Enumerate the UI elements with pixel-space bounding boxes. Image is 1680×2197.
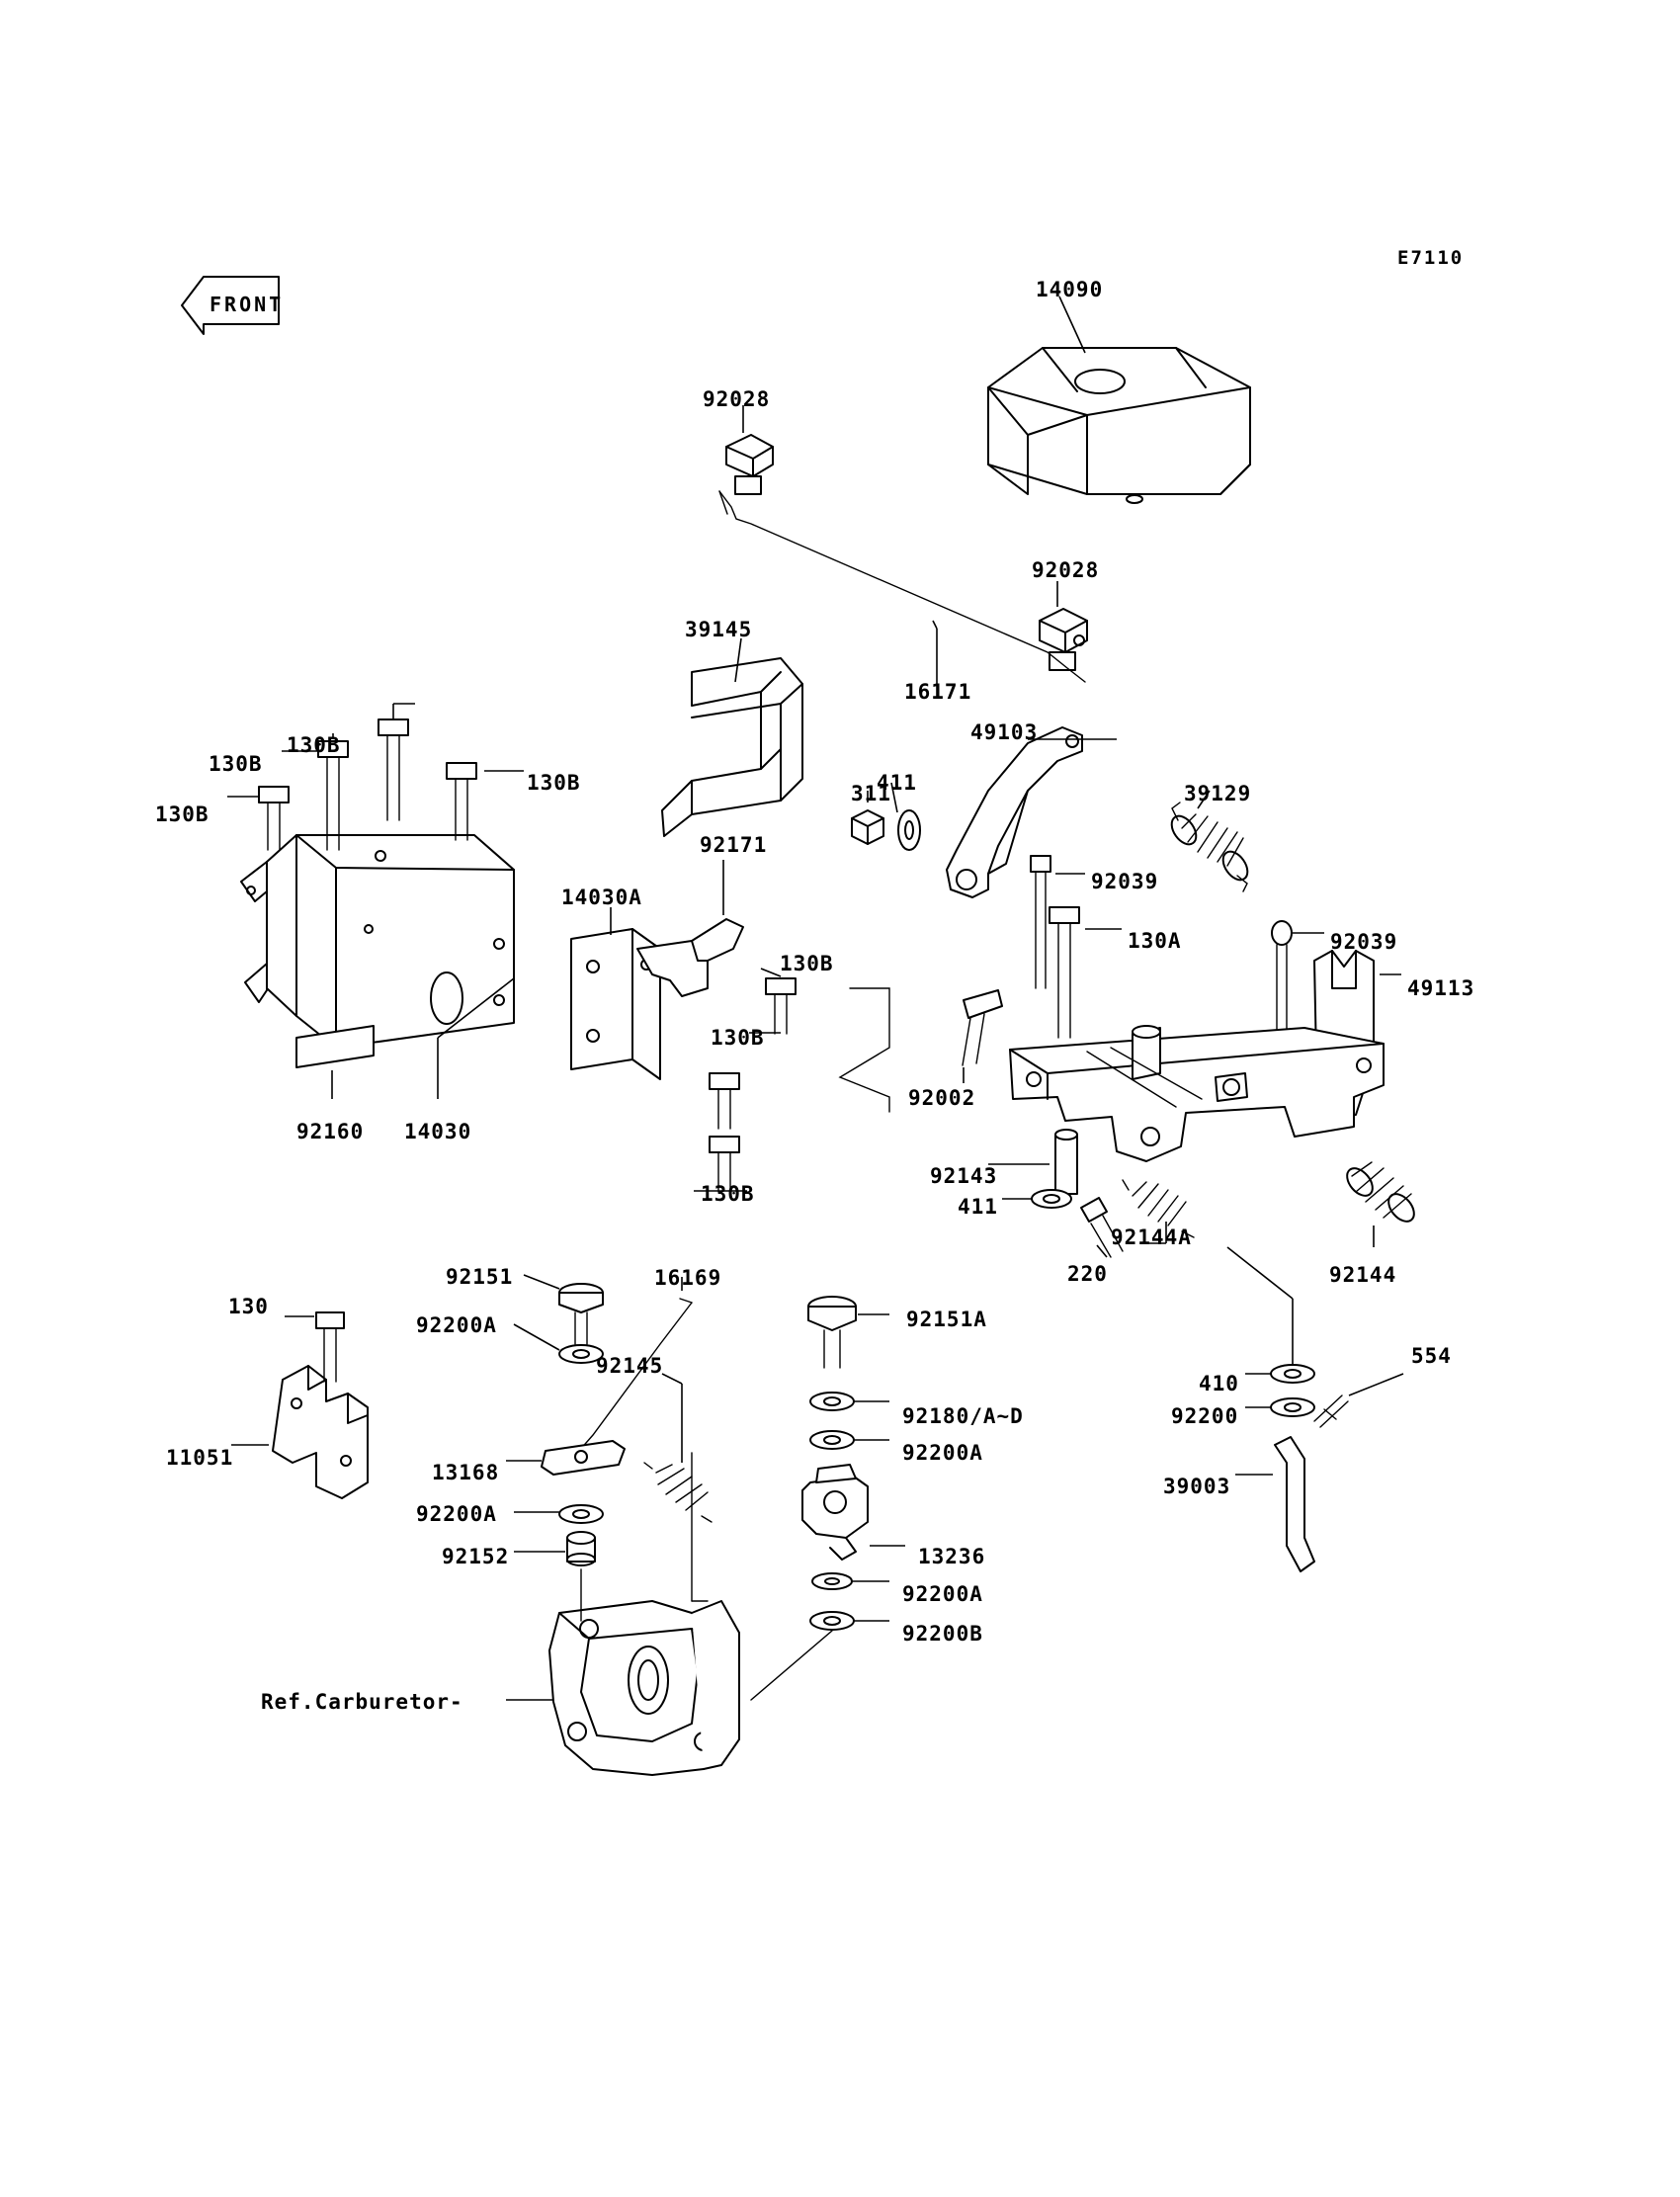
part-92143-collar [988,1130,1077,1194]
part-130B-bolts-middle [694,969,796,1192]
part-label: 92200A [416,1502,497,1526]
part-label: 49103 [970,720,1039,744]
part-label: 130B [711,1026,765,1050]
part-92151-bolt [524,1275,603,1344]
part-92200B-washer [810,1612,889,1630]
part-92200A-washer-3 [514,1505,603,1523]
part-label: 92200B [902,1622,983,1646]
part-411-washer-lower [1002,1190,1071,1208]
part-label: 92002 [908,1086,976,1110]
part-label: 130B [287,733,341,757]
part-label: 411 [877,771,917,795]
front-marker-label: FRONT [210,293,285,316]
part-130B-bolts-left [227,704,524,850]
part-label: 92028 [703,387,771,411]
part-92145-spring [644,1374,712,1522]
part-label: 130B [527,771,581,795]
part-92180-shim [810,1393,889,1410]
part-label: 92151A [906,1308,987,1331]
part-label: 14030A [561,886,642,909]
part-label: 13168 [432,1461,500,1484]
part-label: 92151 [446,1265,514,1289]
part-label: 92144 [1329,1263,1397,1287]
part-label: 11051 [166,1446,234,1470]
part-92152-collar [514,1532,595,1565]
part-label: 92180/A~D [902,1404,1024,1428]
part-label: 16169 [654,1266,722,1290]
part-92200A-washer-4 [812,1573,889,1589]
part-label: 92171 [700,833,768,857]
part-14030A-bracket [571,907,660,1079]
part-label: 130B [209,752,263,776]
part-label: 92145 [596,1354,664,1378]
part-label: 92152 [442,1545,510,1568]
part-label: 92160 [296,1120,365,1143]
part-92028-bushing-upper [726,405,773,494]
part-92002-bolt [963,990,1002,1083]
part-label: 311 [851,782,891,805]
part-label: 411 [958,1195,998,1219]
part-label: 39145 [685,618,753,641]
part-label: 92039 [1330,930,1398,954]
part-label: 92143 [930,1164,998,1188]
part-label: 92028 [1032,558,1100,582]
part-13168-lever [506,1441,625,1475]
part-label: 39003 [1163,1475,1231,1498]
part-39003-rod [1235,1437,1314,1571]
part-label: 92144A [1111,1225,1192,1249]
part-label: 49113 [1407,976,1475,1000]
part-label: 92200A [902,1441,983,1465]
part-label: 130B [701,1182,755,1206]
part-label: 130 [228,1295,269,1318]
part-label: 14090 [1036,278,1104,301]
sheet-code: E7110 [1397,247,1465,269]
part-410-washer [1227,1247,1314,1383]
part-92144-spring [1342,1162,1419,1247]
part-label: 16171 [904,680,972,704]
part-92200A-washer-2 [810,1431,889,1449]
part-label: 39129 [1184,782,1252,805]
reference-note: Ref.Carburetor- [261,1690,463,1714]
part-92151A-bolt [808,1297,889,1368]
part-39129-spring [1167,791,1253,891]
part-92028-bushing-lower [1040,581,1087,670]
part-92200A-washer-1 [514,1324,603,1363]
part-13236-lever [802,1465,905,1560]
part-label: 92200A [416,1313,497,1337]
part-label: 130B [780,952,834,975]
part-11051-bracket [231,1366,368,1498]
part-label: 13236 [918,1545,986,1568]
part-label: 14030 [404,1120,472,1143]
part-label: 554 [1411,1344,1452,1368]
part-label: 220 [1067,1262,1108,1286]
part-label: 410 [1199,1372,1239,1395]
part-130A-bolt [1050,907,1122,1038]
part-39145-duct [662,638,802,836]
part-label: 130B [155,803,210,826]
part-554-clip [1314,1374,1403,1427]
part-label: 92200 [1171,1404,1239,1428]
part-14030-cover [241,835,514,1099]
part-label: 92200A [902,1582,983,1606]
part-14090-cover [988,296,1250,503]
part-label: 92039 [1091,870,1159,893]
part-label: 130A [1128,929,1182,953]
part-92200-washer [1245,1398,1314,1416]
part-92171-clamp [637,860,743,996]
ref-carburetor-body [506,1453,832,1775]
